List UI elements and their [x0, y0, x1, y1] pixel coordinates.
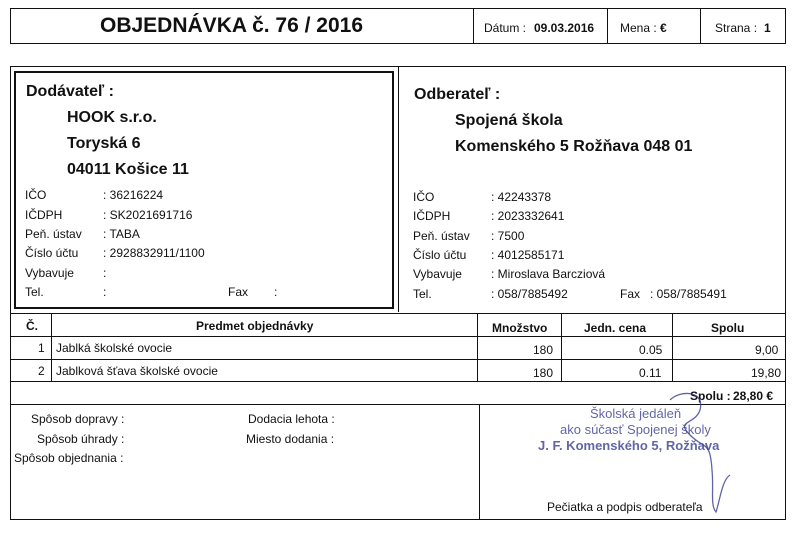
header-divider [607, 8, 608, 44]
signature-scribble [650, 380, 770, 520]
page-value: 1 [764, 21, 771, 35]
supplier-field-value: : [103, 266, 107, 280]
table-row-item: Jablková šťava školské ovocie [56, 364, 218, 378]
customer-field-label: IČO [413, 190, 435, 204]
table-row-total: 9,00 [755, 343, 779, 357]
header-divider [700, 8, 701, 44]
table-header-qty: Množstvo [492, 321, 548, 335]
stamp-line: Školská jedáleň [590, 406, 682, 421]
customer-address: Komenského 5 Rožňava 048 01 [455, 138, 693, 155]
date-value: 09.03.2016 [534, 21, 595, 35]
sum-value: 28,80 € [733, 389, 774, 403]
supplier-fax-value: : [274, 285, 278, 299]
customer-name: Spojená škola [455, 112, 563, 129]
supplier-field-label: IČO [25, 188, 47, 202]
table-header-item: Predmet objednávky [196, 319, 314, 333]
currency-label: Mena : [620, 21, 657, 35]
table-row-no: 2 [38, 364, 45, 378]
table-header-price: Jedn. cena [584, 321, 647, 335]
supplier-field-value: : TABA [103, 227, 140, 241]
customer-field-value: : 4012585171 [491, 248, 565, 262]
table-row-no: 1 [38, 341, 45, 355]
customer-fax-value: : 058/7885491 [650, 287, 727, 301]
customer-fax-label: Fax [620, 287, 641, 301]
supplier-field-label: Vybavuje [25, 266, 74, 280]
table-col-line [51, 313, 52, 381]
table-row-price: 0.11 [639, 366, 662, 380]
table-header-total: Spolu [711, 321, 745, 335]
date-label: Dátum : [484, 21, 527, 35]
header-divider [473, 8, 474, 44]
supplier-street: Toryská 6 [67, 135, 141, 152]
supplier-field-value: : SK2021691716 [103, 208, 193, 222]
delivery-place-label: Miesto dodania : [246, 432, 335, 446]
customer-field-value: : 42243378 [491, 190, 552, 204]
customer-field-value: : 7500 [491, 229, 525, 243]
transport-label: Spôsob dopravy : [31, 412, 125, 426]
supplier-field-label: IČDPH [25, 208, 63, 222]
customer-field-label: Tel. [413, 287, 432, 301]
supplier-field-value: : 2928832911/1100 [103, 246, 205, 260]
table-row-item: Jablká školské ovocie [56, 341, 173, 355]
customer-field-label: Peň. ústav [413, 229, 470, 243]
table-col-line [561, 313, 562, 381]
supplier-city: 04011 Košice 11 [67, 161, 189, 178]
supplier-field-label: Peň. ústav [25, 227, 82, 241]
supplier-fax-label: Fax [228, 285, 249, 299]
supplier-heading: Dodávateľ : [26, 83, 114, 100]
table-row-qty: 180 [533, 366, 554, 380]
page-label: Strana : [715, 21, 758, 35]
customer-heading: Odberateľ : [414, 86, 501, 103]
table-top-line [10, 313, 786, 314]
order-title: OBJEDNÁVKA č. 76 / 2016 [100, 14, 364, 37]
table-row-price: 0.05 [639, 343, 663, 357]
signature-divider [479, 404, 480, 520]
supplier-field-value: : 36216224 [103, 188, 164, 202]
table-col-line [672, 313, 673, 381]
table-header-no: Č. [26, 319, 38, 333]
delivery-term-label: Dodacia lehota : [248, 412, 335, 426]
payment-label: Spôsob úhrady : [37, 432, 125, 446]
stamp-line: J. F. Komenského 5, Rožňava [538, 438, 720, 453]
table-row-qty: 180 [533, 343, 554, 357]
customer-field-label: Číslo účtu [413, 248, 467, 262]
table-row-line [10, 359, 786, 360]
supplier-name: HOOK s.r.o. [67, 109, 157, 126]
stamp-line: ako súčasť Spojenej školy [560, 422, 711, 437]
customer-field-value: : 2023332641 [491, 209, 565, 223]
sum-label: Spolu : [690, 389, 731, 403]
customer-field-label: IČDPH [413, 209, 451, 223]
supplier-field-label: Tel. [25, 285, 44, 299]
order-method-label: Spôsob objednania : [14, 451, 124, 465]
supplier-field-value: : [103, 285, 107, 299]
table-col-line [477, 313, 478, 381]
party-divider [398, 67, 399, 312]
signature-label: Pečiatka a podpis odberateľa [547, 500, 703, 514]
table-header-line [10, 336, 786, 337]
supplier-field-label: Číslo účtu [25, 246, 79, 260]
customer-field-value: : 058/7885492 [491, 287, 568, 301]
customer-field-label: Vybavuje [413, 267, 462, 281]
currency-value: € [660, 21, 667, 35]
table-row-total: 19,80 [751, 366, 782, 380]
customer-field-value: : Miroslava Barcziová [491, 267, 606, 281]
